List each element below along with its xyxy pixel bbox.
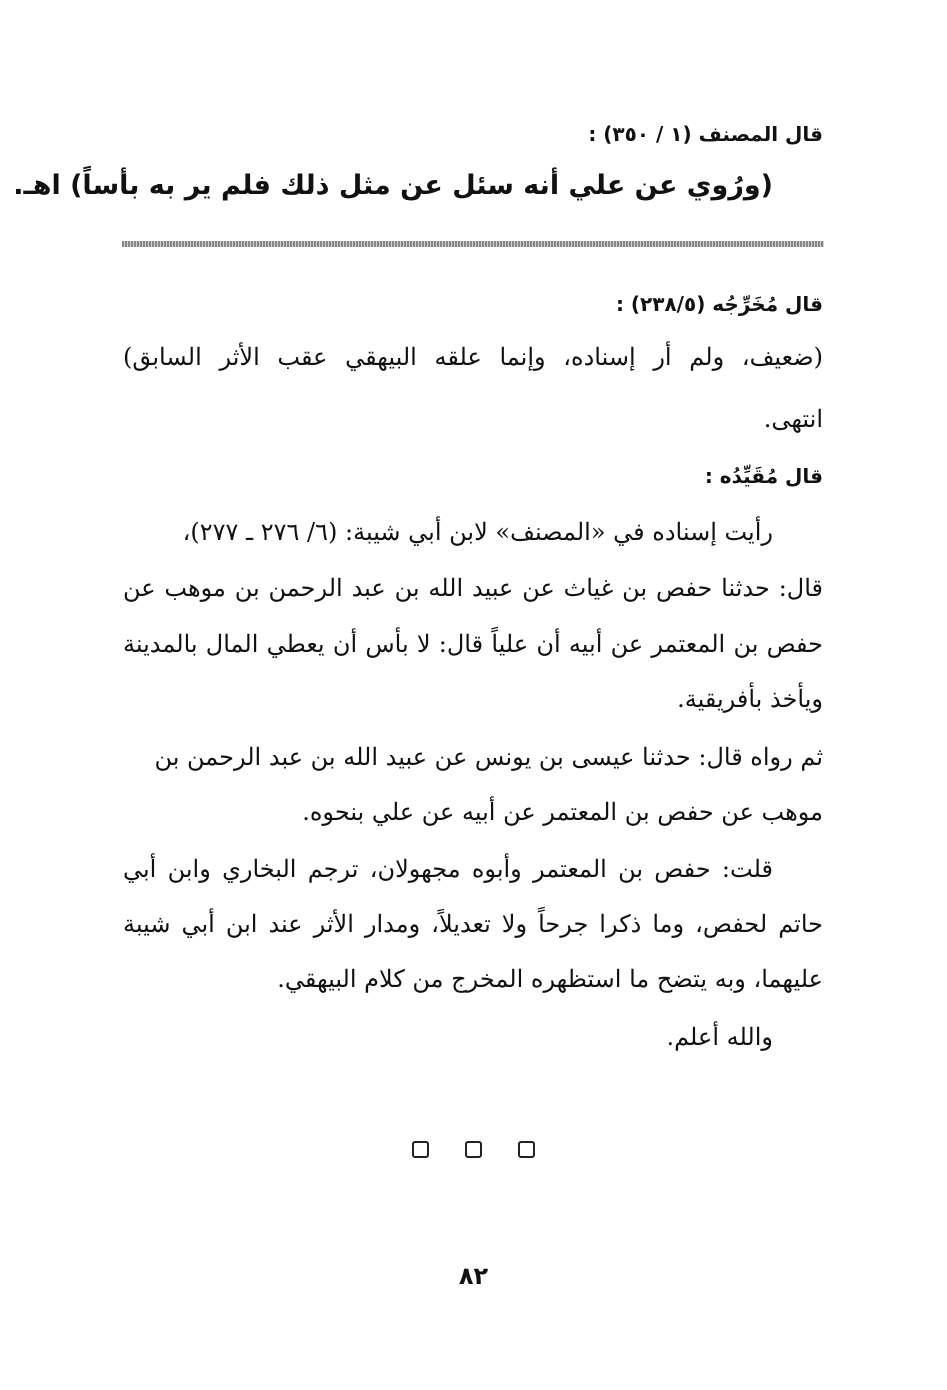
section-end-ornament (0, 1141, 947, 1163)
paragraph-line: (ضعيف، ولم أر إسناده، وإنما علقه البيهقي عقب الأثر السابق) (123, 343, 823, 371)
paragraph-line: ثم رواه قال: حدثنا عيسى بن يونس عن عبيد الله بن عبد الرحمن بن (154, 743, 823, 771)
paragraph-line: رأيت إسناده في «المصنف» لابن أبي شيبة: (٦/ ٢٧٦ ـ ٢٧٧)، (182, 518, 773, 546)
square-ornament-icon (412, 1141, 429, 1158)
paragraph-line: والله أعلم. (666, 1023, 773, 1051)
paragraph-line: انتهى. (763, 405, 823, 433)
quoted-text: (ورُوي عن علي أنه سئل عن مثل ذلك فلم ير به بأساً) اهـ. (13, 170, 773, 201)
heading-takhrij: قال مُخَرِّجُه (٢٣٨/٥) : (615, 292, 823, 316)
paragraph-line: حفص بن المعتمر عن أبيه أن علياً قال: لا بأس أن يعطي المال بالمدينة (123, 630, 823, 658)
paragraph-line: قال: حدثنا حفص بن غياث عن عبيد الله بن عبد الرحمن بن موهب عن (123, 574, 823, 602)
heading-commentator: قال مُقَيِّدُه : (704, 464, 823, 488)
paragraph-line: موهب عن حفص بن المعتمر عن أبيه عن علي بنحوه. (302, 798, 823, 826)
section-divider (122, 241, 824, 247)
paragraph-line: حاتم لحفص، وما ذكرا جرحاً ولا تعديلاً، ومدار الأثر عند ابن أبي شيبة (123, 910, 823, 938)
heading-author-says: قال المصنف (١ / ٣٥٠) : (588, 122, 823, 146)
square-ornament-icon (465, 1141, 482, 1158)
paragraph-line: عليهما، وبه يتضح ما استظهره المخرج من كلام البيهقي. (277, 965, 823, 993)
square-ornament-icon (518, 1141, 535, 1158)
page-number: ٨٢ (458, 1262, 489, 1290)
paragraph-line: ويأخذ بأفريقية. (677, 685, 823, 713)
paragraph-line: قلت: حفص بن المعتمر وأبوه مجهولان، ترجم البخاري وابن أبي (123, 855, 773, 883)
